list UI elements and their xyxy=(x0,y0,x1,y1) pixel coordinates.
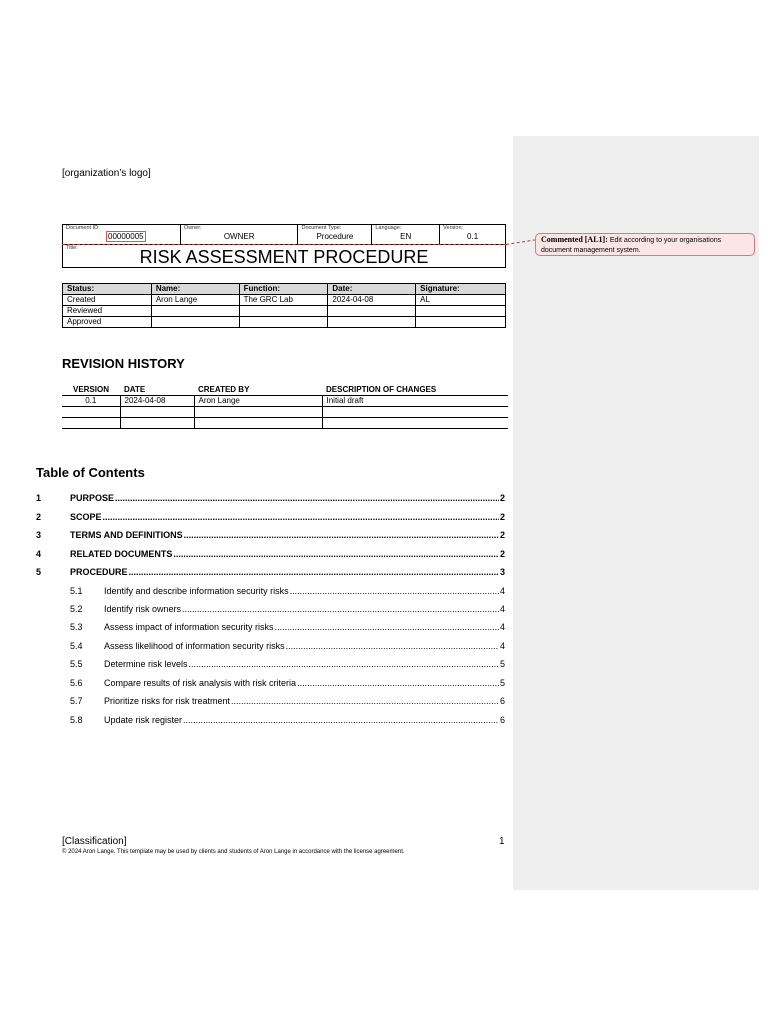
toc-title: PURPOSE xyxy=(70,493,115,503)
revision-cell[interactable]: 0.1 xyxy=(62,396,120,407)
toc-entry[interactable] xyxy=(36,492,505,504)
status-header-cell: Signature: xyxy=(416,284,506,295)
toc-page-number: 6 xyxy=(499,715,505,725)
toc-leader-dots xyxy=(231,695,499,707)
doc-type-cell[interactable] xyxy=(298,225,372,245)
revision-cell[interactable] xyxy=(194,407,322,418)
status-row xyxy=(63,295,506,306)
toc-number: 1 xyxy=(36,493,42,503)
language-value[interactable]: EN xyxy=(400,232,412,241)
revision-cell[interactable]: Aron Lange xyxy=(194,396,322,407)
revision-header-cell: CREATED BY xyxy=(194,385,322,396)
toc-entry[interactable] xyxy=(70,695,505,707)
toc-page-number: 5 xyxy=(499,659,505,669)
toc-title: Determine risk levels xyxy=(104,659,188,669)
toc-title: RELATED DOCUMENTS xyxy=(70,549,173,559)
revision-cell[interactable]: Initial draft xyxy=(322,396,508,407)
toc-entry[interactable] xyxy=(70,658,505,670)
toc-leader-dots xyxy=(275,621,499,633)
toc-number: 5.2 xyxy=(70,604,83,614)
toc-entry[interactable] xyxy=(70,585,505,597)
status-cell[interactable]: Aron Lange xyxy=(151,295,239,306)
revision-cell[interactable]: 2024-04-08 xyxy=(120,396,194,407)
toc-title: TERMS AND DEFINITIONS xyxy=(70,530,183,540)
toc-page-number: 4 xyxy=(499,622,505,632)
toc-number: 3 xyxy=(36,530,42,540)
logo-placeholder: [organization’s logo] xyxy=(62,168,151,179)
toc-leader-dots xyxy=(173,548,499,560)
language-cell[interactable] xyxy=(372,225,440,245)
toc-leader-dots xyxy=(297,677,499,689)
status-cell[interactable]: 2024-04-08 xyxy=(328,295,416,306)
version-value[interactable]: 0.1 xyxy=(467,232,479,241)
revision-header-cell: DESCRIPTION OF CHANGES xyxy=(322,385,508,396)
comment-author: Commented [AL1]: xyxy=(541,235,608,244)
toc-entry[interactable] xyxy=(70,640,505,652)
toc-entry[interactable] xyxy=(36,511,505,523)
status-cell[interactable] xyxy=(151,317,239,328)
toc-leader-dots xyxy=(290,585,499,597)
revision-row xyxy=(62,418,508,429)
doc-id-value[interactable]: 00000005 xyxy=(108,232,144,241)
toc-title: Update risk register xyxy=(104,715,183,725)
toc-number: 5.6 xyxy=(70,678,83,688)
toc-leader-dots xyxy=(286,640,499,652)
owner-value[interactable]: OWNER xyxy=(223,232,255,241)
version-cell[interactable] xyxy=(440,225,506,245)
toc-page-number: 4 xyxy=(499,641,505,651)
title-caption: Title: xyxy=(66,245,78,251)
toc-number: 5.3 xyxy=(70,622,83,632)
toc-page-number: 5 xyxy=(499,678,505,688)
toc-entry[interactable] xyxy=(70,603,505,615)
status-cell[interactable] xyxy=(151,306,239,317)
revision-header-row xyxy=(62,385,508,396)
revision-row xyxy=(62,407,508,418)
owner-caption: Owner: xyxy=(183,225,202,231)
toc-page-number: 2 xyxy=(499,512,505,522)
toc-entry[interactable] xyxy=(70,677,505,689)
toc-entry[interactable] xyxy=(36,529,505,541)
doc-type-caption: Document Type: xyxy=(301,225,342,231)
revision-cell[interactable] xyxy=(62,418,120,429)
status-cell[interactable] xyxy=(239,306,328,317)
toc-page-number: 2 xyxy=(499,530,505,540)
revision-cell[interactable] xyxy=(194,418,322,429)
revision-cell[interactable] xyxy=(120,418,194,429)
revision-cell[interactable] xyxy=(62,407,120,418)
toc-entry[interactable] xyxy=(36,566,505,578)
footer-classification: [Classification] xyxy=(62,836,127,847)
toc-number: 5.1 xyxy=(70,586,83,596)
document-info-table xyxy=(62,224,506,268)
revision-cell[interactable] xyxy=(322,407,508,418)
status-header-cell: Name: xyxy=(151,284,239,295)
version-caption: Version: xyxy=(443,225,464,231)
language-caption: Language: xyxy=(375,225,402,231)
status-cell[interactable]: AL xyxy=(416,295,506,306)
toc-leader-dots xyxy=(189,658,499,670)
toc-page-number: 2 xyxy=(499,493,505,503)
toc-number: 4 xyxy=(36,549,42,559)
toc-title: Assess likelihood of information security risks xyxy=(104,641,285,651)
status-cell[interactable]: Approved xyxy=(63,317,152,328)
status-cell[interactable]: Created xyxy=(63,295,152,306)
comment-text: Edit according to your organisations document management system. xyxy=(541,237,722,254)
doc-type-value[interactable]: Procedure xyxy=(316,232,354,241)
toc-title: Identify and describe information security risks xyxy=(104,586,289,596)
toc-title: Compare results of risk analysis with risk criteria xyxy=(104,678,297,688)
status-cell[interactable]: The GRC Lab xyxy=(239,295,328,306)
revision-cell[interactable] xyxy=(120,407,194,418)
toc-page-number: 4 xyxy=(499,604,505,614)
toc-entry[interactable] xyxy=(36,548,505,560)
revision-cell[interactable] xyxy=(322,418,508,429)
toc-page-number: 3 xyxy=(499,567,505,577)
footer-copyright: © 2024 Aron Lange. This template may be used by clients and students of Aron Lange in accordance with the license agreement. xyxy=(62,849,405,855)
owner-cell[interactable] xyxy=(180,225,298,245)
toc-leader-dots xyxy=(183,714,499,726)
toc-number: 2 xyxy=(36,512,42,522)
revision-history-heading: REVISION HISTORY xyxy=(62,356,185,371)
toc-page-number: 6 xyxy=(499,696,505,706)
toc-title: Identify risk owners xyxy=(104,604,182,614)
title-cell[interactable] xyxy=(63,245,506,268)
doc-id-caption: Document ID: xyxy=(66,225,100,231)
status-header-cell: Function: xyxy=(239,284,328,295)
toc-page-number: 4 xyxy=(499,586,505,596)
footer-page-number: 1 xyxy=(499,836,505,847)
revision-header-cell: VERSION xyxy=(62,385,120,396)
revision-history-table xyxy=(62,385,508,429)
toc-entry[interactable] xyxy=(70,714,505,726)
toc-title: PROCEDURE xyxy=(70,567,128,577)
status-row xyxy=(63,306,506,317)
toc-number: 5.7 xyxy=(70,696,83,706)
comment-balloon[interactable] xyxy=(535,233,755,256)
document-title[interactable]: RISK ASSESSMENT PROCEDURE xyxy=(139,247,429,267)
doc-id-cell[interactable] xyxy=(63,225,181,245)
toc-leader-dots xyxy=(129,566,499,578)
status-header-row xyxy=(63,284,506,295)
toc-leader-dots xyxy=(103,511,499,523)
status-cell[interactable] xyxy=(328,317,416,328)
status-header-cell: Date: xyxy=(328,284,416,295)
status-cell[interactable] xyxy=(416,317,506,328)
revision-header-cell: DATE xyxy=(120,385,194,396)
comment-anchor-underline xyxy=(62,244,506,245)
toc-heading: Table of Contents xyxy=(36,465,145,480)
toc-leader-dots xyxy=(182,603,499,615)
toc-page-number: 2 xyxy=(499,549,505,559)
revision-row xyxy=(62,396,508,407)
toc-title: Assess impact of information security risks xyxy=(104,622,274,632)
toc-leader-dots xyxy=(184,529,499,541)
toc-title: SCOPE xyxy=(70,512,102,522)
status-row xyxy=(63,317,506,328)
status-table xyxy=(62,283,506,328)
status-cell[interactable] xyxy=(239,317,328,328)
toc-number: 5 xyxy=(36,567,42,577)
toc-entry[interactable] xyxy=(70,621,505,633)
toc-leader-dots xyxy=(115,492,499,504)
status-header-cell: Status: xyxy=(63,284,152,295)
status-cell[interactable] xyxy=(328,306,416,317)
toc-title: Prioritize risks for risk treatment xyxy=(104,696,231,706)
status-cell[interactable] xyxy=(416,306,506,317)
status-cell[interactable]: Reviewed xyxy=(63,306,152,317)
toc-number: 5.8 xyxy=(70,715,83,725)
toc-number: 5.5 xyxy=(70,659,83,669)
toc-number: 5.4 xyxy=(70,641,83,651)
